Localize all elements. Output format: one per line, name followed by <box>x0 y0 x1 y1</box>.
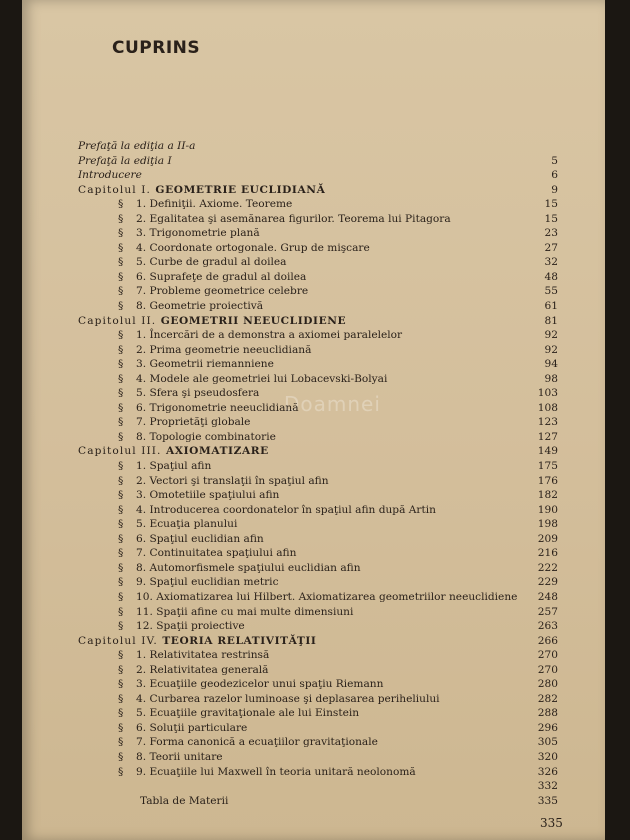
section-title: Ecuaţia planului <box>149 518 238 531</box>
section-title: Trigonometrie neeuclidiană <box>149 401 299 414</box>
toc-section-row <box>78 590 558 605</box>
section-number: 3. <box>136 678 147 691</box>
toc-section-title <box>136 459 211 474</box>
toc-section-title <box>136 546 296 561</box>
section-symbol: § <box>118 489 124 502</box>
toc-page-number: 288 <box>537 707 558 720</box>
section-title: Suprafeţe de gradul al doilea <box>149 270 307 283</box>
toc-section-title <box>136 430 276 445</box>
toc-page-number: 280 <box>537 678 558 691</box>
toc-closing-row <box>78 779 558 794</box>
toc-chapter-row <box>78 444 558 459</box>
watermark: Doamnei <box>284 392 381 416</box>
section-title: Ecuaţiile gravitaţionale ale lui Einstein <box>149 707 360 720</box>
section-number: 11. <box>136 605 153 618</box>
section-symbol: § <box>118 430 124 443</box>
toc-page-number: 182 <box>537 489 558 502</box>
toc-page-number: 94 <box>544 358 558 371</box>
toc-page-number: 81 <box>544 314 558 327</box>
section-title: Relativitatea generală <box>149 663 269 676</box>
section-number: 1. <box>136 329 147 342</box>
toc-section-title <box>136 386 259 401</box>
section-symbol: § <box>118 212 124 225</box>
toc-section-title <box>136 619 245 634</box>
toc-page-number: 15 <box>544 198 558 211</box>
section-title: Prima geometrie neeuclidiană <box>149 343 312 356</box>
toc-section-row <box>78 401 558 416</box>
toc-entry-title: Introducere <box>78 169 142 182</box>
section-symbol: § <box>118 605 124 618</box>
toc-section-title <box>136 750 223 765</box>
section-symbol: § <box>118 518 124 531</box>
toc-section-title <box>136 721 247 736</box>
toc-section-row <box>78 735 558 750</box>
section-title: Teorii unitare <box>149 750 223 763</box>
section-number: 6. <box>136 270 147 283</box>
toc-chapter-heading <box>78 183 325 198</box>
toc-section-title <box>136 357 274 372</box>
chapter-title: GEOMETRII NEEUCLIDIENE <box>160 314 347 327</box>
table-of-contents <box>78 139 558 808</box>
section-title: Ecuaţiile geodezicelor unui spaţiu Riemann <box>149 678 384 691</box>
toc-section-row <box>78 619 558 634</box>
toc-section-title <box>136 212 451 227</box>
toc-section-row <box>78 241 558 256</box>
section-number: 4. <box>136 372 147 385</box>
toc-page-number: 263 <box>537 620 558 633</box>
section-symbol: § <box>118 736 124 749</box>
toc-page-number: 209 <box>537 532 558 545</box>
toc-section-title <box>136 226 260 241</box>
toc-page-number: 296 <box>537 721 558 734</box>
toc-section-row <box>78 270 558 285</box>
section-symbol: § <box>118 474 124 487</box>
book-page <box>22 0 605 840</box>
toc-section-title <box>136 328 402 343</box>
toc-section-row <box>78 721 558 736</box>
toc-page-number: 198 <box>537 518 558 531</box>
toc-section-row <box>78 575 558 590</box>
toc-section-row <box>78 328 558 343</box>
section-number: 8. <box>136 750 147 763</box>
toc-section-title <box>136 648 269 663</box>
section-symbol: § <box>118 227 124 240</box>
toc-page-number: 92 <box>544 329 558 342</box>
section-symbol: § <box>118 372 124 385</box>
toc-section-title <box>136 415 250 430</box>
toc-section-title <box>136 343 311 358</box>
toc-page-number: 103 <box>537 387 558 400</box>
section-number: 5. <box>136 518 147 531</box>
chapter-label: Capitolul IV. <box>78 634 158 647</box>
section-symbol: § <box>118 387 124 400</box>
toc-section-row <box>78 372 558 387</box>
section-symbol: § <box>118 590 124 603</box>
section-title: Introducerea coordonatelor în spaţiul afin după Artin <box>149 503 436 516</box>
section-number: 7. <box>136 285 147 298</box>
section-title: Definiţii. Axiome. Teoreme <box>149 198 293 211</box>
toc-page-number: 248 <box>537 590 558 603</box>
section-title: Curbe de gradul al doilea <box>149 256 287 269</box>
section-number: 9. <box>136 765 147 778</box>
section-number: 4. <box>136 692 147 705</box>
section-number: 7. <box>136 416 147 429</box>
toc-section-title <box>136 663 268 678</box>
section-number: 5. <box>136 707 147 720</box>
section-symbol: § <box>118 198 124 211</box>
section-symbol: § <box>118 256 124 269</box>
toc-section-row <box>78 357 558 372</box>
toc-preface-row <box>78 168 558 183</box>
folio-number: 335 <box>540 816 563 830</box>
section-number: 6. <box>136 401 147 414</box>
toc-section-title <box>136 532 264 547</box>
section-symbol: § <box>118 663 124 676</box>
section-number: 5. <box>136 256 147 269</box>
toc-section-title <box>136 372 387 387</box>
toc-page-number: 98 <box>544 372 558 385</box>
section-number: 1. <box>136 460 147 473</box>
section-title: Omotetiile spaţiului afin <box>149 489 280 502</box>
section-title: Încercări de a demonstra a axiomei paralelelor <box>149 329 403 342</box>
section-symbol: § <box>118 721 124 734</box>
section-number: 2. <box>136 474 147 487</box>
toc-section-row <box>78 750 558 765</box>
toc-section-title <box>136 241 370 256</box>
section-number: 7. <box>136 547 147 560</box>
section-title: Axiomatizarea lui Hilbert. Axiomatizarea geometriilor neeuclidiene <box>156 590 518 603</box>
toc-section-row <box>78 532 558 547</box>
toc-page-number: 123 <box>537 416 558 429</box>
toc-page-number: 127 <box>537 430 558 443</box>
toc-page-number: 27 <box>544 241 558 254</box>
toc-tables-row <box>78 794 558 809</box>
toc-page-number: 216 <box>537 547 558 560</box>
section-symbol: § <box>118 576 124 589</box>
section-number: 8. <box>136 430 147 443</box>
section-title: Continuitatea spaţiului afin <box>149 547 297 560</box>
section-title: Sfera şi pseudosfera <box>149 387 260 400</box>
toc-section-row <box>78 517 558 532</box>
toc-page-number: 108 <box>537 401 558 414</box>
toc-section-row <box>78 546 558 561</box>
section-number: 2. <box>136 663 147 676</box>
toc-section-title <box>136 605 353 620</box>
section-title: Proprietăţi globale <box>149 416 251 429</box>
toc-section-title <box>136 299 263 314</box>
section-number: 5. <box>136 387 147 400</box>
toc-page-number: 176 <box>537 474 558 487</box>
section-symbol: § <box>118 532 124 545</box>
toc-page-number: 48 <box>544 270 558 283</box>
toc-section-title <box>136 517 237 532</box>
toc-section-row <box>78 692 558 707</box>
toc-section-row <box>78 648 558 663</box>
toc-section-row <box>78 343 558 358</box>
toc-page-number: 23 <box>544 227 558 240</box>
toc-page-number: 222 <box>537 561 558 574</box>
section-symbol: § <box>118 561 124 574</box>
section-number: 10. <box>136 590 153 603</box>
toc-entry-title: Tabla de Materii <box>140 794 229 807</box>
toc-page-number: 270 <box>537 663 558 676</box>
toc-entry-title: Prefaţă la ediţia a II-a <box>78 140 196 152</box>
toc-preface-row <box>78 139 558 154</box>
toc-section-row <box>78 284 558 299</box>
toc-page-number: 15 <box>544 212 558 225</box>
toc-section-row <box>78 488 558 503</box>
toc-section-row <box>78 503 558 518</box>
toc-section-row <box>78 706 558 721</box>
toc-section-row <box>78 663 558 678</box>
toc-section-title <box>136 706 359 721</box>
section-symbol: § <box>118 358 124 371</box>
section-number: 2. <box>136 343 147 356</box>
toc-page-number: 190 <box>537 503 558 516</box>
section-title: Relativitatea restrinsă <box>149 649 270 662</box>
page-title: CUPRINS <box>112 38 201 58</box>
chapter-label: Capitolul II. <box>78 314 157 327</box>
toc-page-number: 32 <box>544 256 558 269</box>
toc-preface-row <box>78 154 558 169</box>
toc-section-row <box>78 212 558 227</box>
toc-section-row <box>78 415 558 430</box>
toc-chapter-heading <box>78 634 316 649</box>
section-title: Coordonate ortogonale. Grup de mişcare <box>149 241 370 254</box>
toc-page-number: 320 <box>537 750 558 763</box>
toc-page-number: 175 <box>537 460 558 473</box>
toc-section-title <box>136 488 279 503</box>
toc-page-number: 6 <box>551 169 558 182</box>
toc-chapter-row <box>78 183 558 198</box>
toc-section-title <box>136 677 383 692</box>
section-title: Vectori şi translaţii în spaţiul afin <box>149 474 329 487</box>
section-number: 3. <box>136 227 147 240</box>
toc-page-number: 335 <box>537 794 558 807</box>
section-symbol: § <box>118 241 124 254</box>
toc-section-row <box>78 605 558 620</box>
section-symbol: § <box>118 300 124 313</box>
section-symbol: § <box>118 765 124 778</box>
toc-section-row <box>78 226 558 241</box>
toc-section-title <box>136 284 308 299</box>
section-title: Curbarea razelor luminoase şi deplasarea periheliului <box>149 692 440 705</box>
section-symbol: § <box>118 285 124 298</box>
toc-page-number: 229 <box>537 576 558 589</box>
toc-page-number: 266 <box>537 634 558 647</box>
toc-section-title <box>136 561 361 576</box>
toc-section-title <box>136 765 416 780</box>
toc-section-title <box>136 575 279 590</box>
toc-section-title <box>136 735 378 750</box>
toc-page-number: 257 <box>537 605 558 618</box>
section-title: Modele ale geometriei lui Lobacevski-Bolyai <box>149 372 388 385</box>
section-title: Spaţii afine cu mai multe dimensiuni <box>156 605 354 618</box>
section-symbol: § <box>118 503 124 516</box>
section-number: 6. <box>136 721 147 734</box>
toc-section-title <box>136 503 436 518</box>
toc-chapter-heading <box>78 444 269 459</box>
section-title: Automorfismele spaţiului euclidian afin <box>149 561 361 574</box>
section-number: 4. <box>136 503 147 516</box>
toc-section-row <box>78 561 558 576</box>
toc-section-row <box>78 765 558 780</box>
section-number: 6. <box>136 532 147 545</box>
section-number: 1. <box>136 649 147 662</box>
chapter-title: AXIOMATIZARE <box>165 445 269 458</box>
toc-section-title <box>136 474 329 489</box>
section-symbol: § <box>118 707 124 720</box>
section-title: Soluţii particulare <box>149 721 248 734</box>
section-symbol: § <box>118 649 124 662</box>
section-number: 3. <box>136 489 147 502</box>
toc-section-title <box>136 197 292 212</box>
toc-page-number: 55 <box>544 285 558 298</box>
section-symbol: § <box>118 620 124 633</box>
section-title: Geometrie proiectivă <box>149 300 264 313</box>
toc-section-title <box>136 590 517 605</box>
section-title: Spaţii proiective <box>156 620 245 633</box>
toc-section-title <box>136 692 440 707</box>
section-title: Spaţiul euclidian metric <box>149 576 279 589</box>
section-symbol: § <box>118 270 124 283</box>
section-number: 7. <box>136 736 147 749</box>
toc-page-number: 149 <box>537 445 558 458</box>
section-symbol: § <box>118 401 124 414</box>
section-title: Spaţiul afin <box>149 460 212 473</box>
section-title: Spaţiul euclidian afin <box>149 532 264 545</box>
section-number: 8. <box>136 561 147 574</box>
section-number: 3. <box>136 358 147 371</box>
section-number: 8. <box>136 300 147 313</box>
toc-section-row <box>78 677 558 692</box>
toc-chapter-row <box>78 634 558 649</box>
toc-page-number: 9 <box>551 183 558 196</box>
section-title: Geometrii riemanniene <box>149 358 274 371</box>
section-title: Forma canonică a ecuaţiilor gravitaţionale <box>149 736 378 749</box>
toc-page-number: 305 <box>537 736 558 749</box>
chapter-label: Capitolul I. <box>78 183 151 196</box>
section-symbol: § <box>118 750 124 763</box>
toc-page-number: 270 <box>537 649 558 662</box>
section-number: 1. <box>136 198 147 211</box>
section-title: Trigonometrie plană <box>149 227 260 240</box>
toc-section-row <box>78 197 558 212</box>
toc-page-number: 326 <box>537 765 558 778</box>
chapter-title: TEORIA RELATIVITĂŢII <box>162 634 317 647</box>
toc-page-number: 92 <box>544 343 558 356</box>
section-symbol: § <box>118 547 124 560</box>
toc-section-title <box>136 255 286 270</box>
section-title: Topologie combinatorie <box>149 430 276 443</box>
toc-section-row <box>78 299 558 314</box>
toc-section-row <box>78 430 558 445</box>
toc-page-number: 282 <box>537 692 558 705</box>
section-title: Ecuaţiile lui Maxwell în teoria unitară neolonomă <box>149 765 416 778</box>
toc-section-row <box>78 459 558 474</box>
section-symbol: § <box>118 329 124 342</box>
toc-section-title <box>136 401 299 416</box>
section-number: 9. <box>136 576 147 589</box>
toc-entry-title: Prefaţă la ediţia I <box>78 154 172 167</box>
section-number: 12. <box>136 620 153 633</box>
toc-chapter-heading <box>78 314 346 329</box>
toc-section-title <box>136 270 306 285</box>
section-symbol: § <box>118 416 124 429</box>
toc-page-number: 61 <box>544 300 558 313</box>
section-symbol: § <box>118 678 124 691</box>
section-title: Egalitatea şi asemănarea figurilor. Teorema lui Pitagora <box>149 212 451 225</box>
toc-chapter-row <box>78 314 558 329</box>
section-number: 2. <box>136 212 147 225</box>
section-symbol: § <box>118 460 124 473</box>
chapter-label: Capitolul III. <box>78 445 162 458</box>
toc-page-number: 332 <box>537 780 558 793</box>
section-symbol: § <box>118 692 124 705</box>
toc-section-row <box>78 474 558 489</box>
toc-section-row <box>78 386 558 401</box>
toc-chapters <box>78 183 558 779</box>
chapter-title: GEOMETRIE EUCLIDIANĂ <box>155 183 326 196</box>
section-number: 4. <box>136 241 147 254</box>
section-symbol: § <box>118 343 124 356</box>
toc-section-row <box>78 255 558 270</box>
section-title: Probleme geometrice celebre <box>149 285 309 298</box>
toc-page-number: 5 <box>551 154 558 167</box>
